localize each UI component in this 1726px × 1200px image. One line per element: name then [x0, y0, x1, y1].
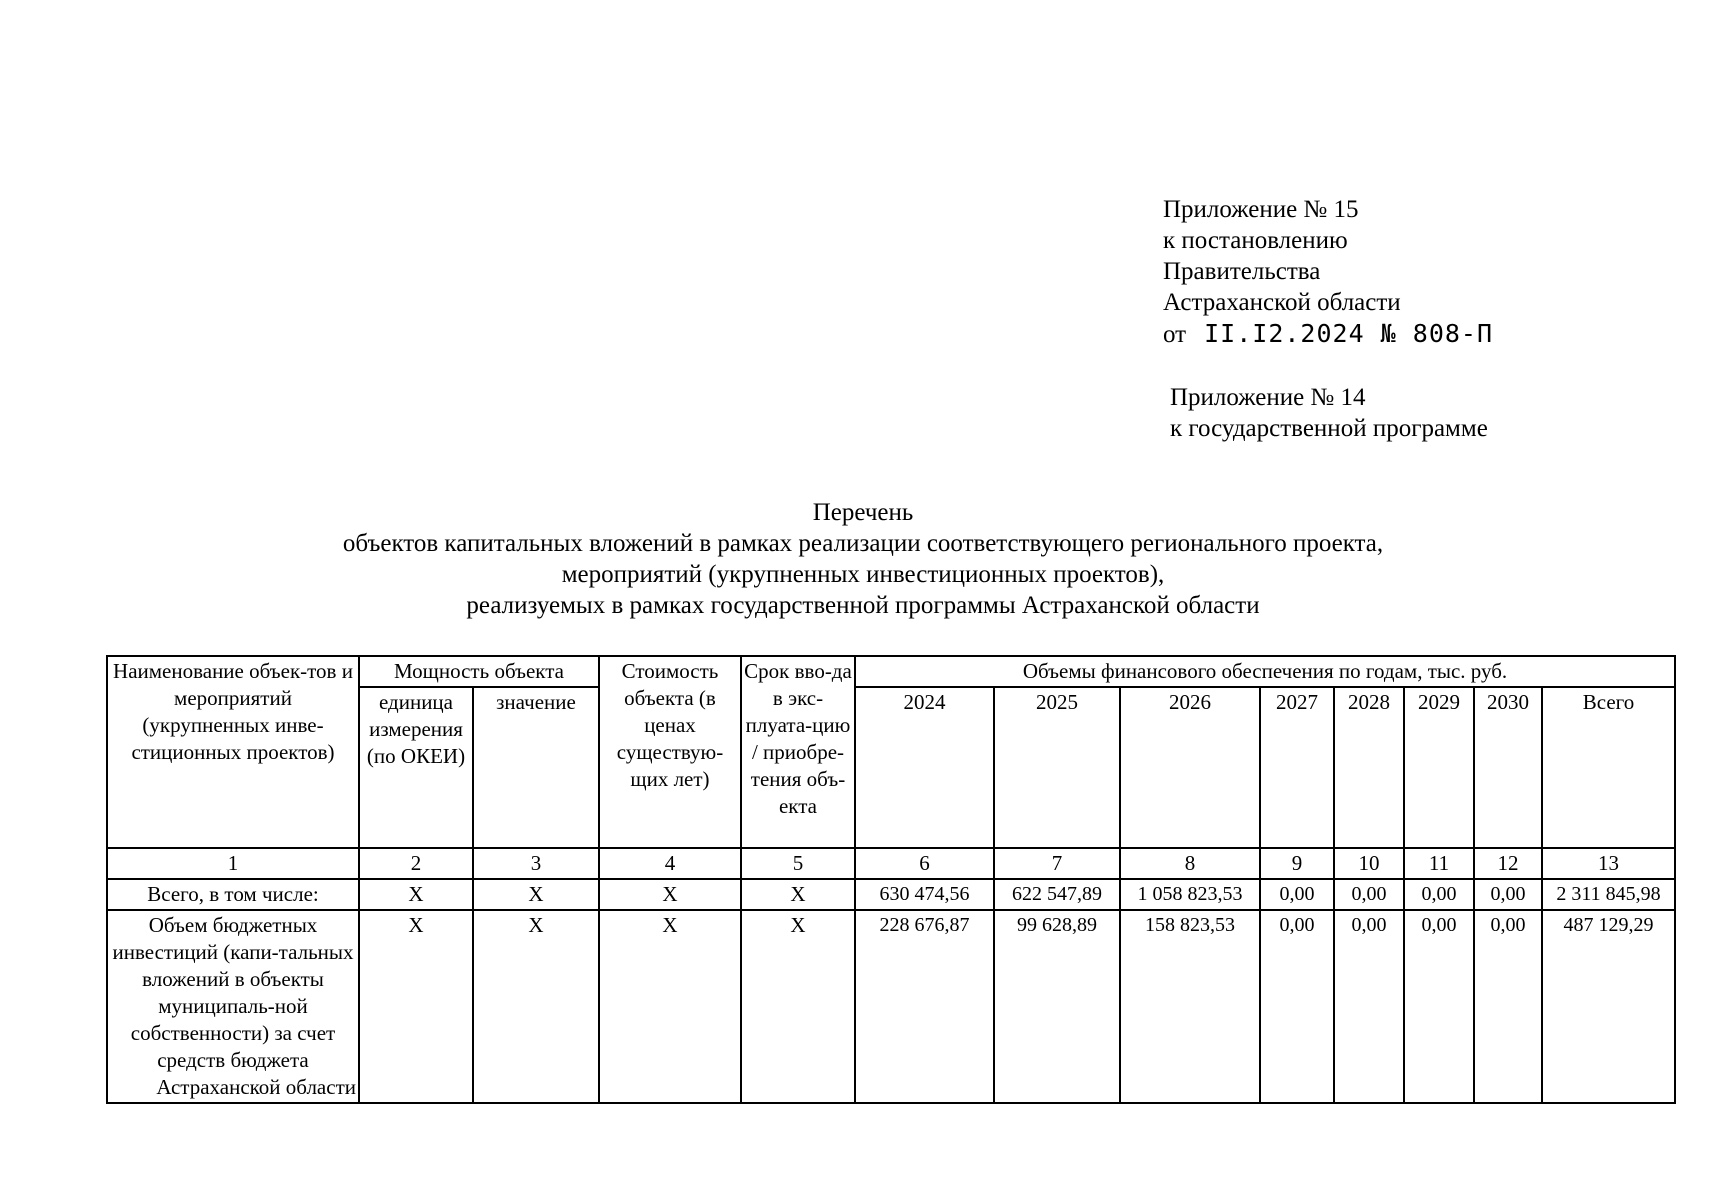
column-number: 5: [741, 848, 855, 879]
appendix-14-line-1: Приложение № 14: [1170, 384, 1366, 411]
row-total: 2 311 845,98: [1542, 879, 1675, 910]
row-amount-2026: 158 823,53: [1120, 910, 1260, 1103]
row-value: X: [473, 910, 599, 1103]
table-row: [107, 879, 1675, 910]
column-number: 6: [855, 848, 994, 879]
row-total: 487 129,29: [1542, 910, 1675, 1103]
row-unit: X: [359, 910, 473, 1103]
row-cost: X: [599, 879, 741, 910]
column-number: 7: [994, 848, 1120, 879]
column-number: 8: [1120, 848, 1260, 879]
row-amount-2027: 0,00: [1260, 910, 1334, 1103]
appendix-15-block: [1163, 194, 1493, 350]
row-unit: X: [359, 879, 473, 910]
capital-investment-table: [106, 655, 1676, 1104]
header-total: Всего: [1542, 687, 1675, 848]
row-amount-2028: 0,00: [1334, 910, 1404, 1103]
header-year-2030: 2030: [1474, 687, 1542, 848]
appendix-15-line-1: Приложение № 15: [1163, 196, 1359, 223]
title-line-1: Перечень: [812, 499, 914, 526]
row-amount-2029: 0,00: [1404, 879, 1474, 910]
column-number: 3: [473, 848, 599, 879]
header-cost: Стоимость объекта (в ценах существую-щих лет): [599, 656, 741, 848]
row-amount-2025: 99 628,89: [994, 910, 1120, 1103]
row-deadline: X: [741, 879, 855, 910]
column-number-row: [107, 848, 1675, 879]
row-deadline: X: [741, 910, 855, 1103]
header-deadline: Срок вво-да в экс-плуата-цию / приобре-тения объ-екта: [741, 656, 855, 848]
header-year-2025: 2025: [994, 687, 1120, 848]
row-cost: X: [599, 910, 741, 1103]
column-number: 9: [1260, 848, 1334, 879]
row-amount-2028: 0,00: [1334, 879, 1404, 910]
row-name: Всего, в том числе:: [107, 879, 359, 910]
row-amount-2025: 622 547,89: [994, 879, 1120, 910]
title-line-4: реализуемых в рамках государственной программы Астраханской области: [466, 592, 1260, 619]
row-amount-2024: 630 474,56: [855, 879, 994, 910]
header-year-2027: 2027: [1260, 687, 1334, 848]
row-name: Объем бюджетных инвестиций (капи-тальных вложений в объекты муниципаль-ной собственности) за счет средств бюджета Астраханской области: [107, 910, 359, 1103]
document-title: [0, 497, 1726, 621]
title-line-2: объектов капитальных вложений в рамках реализации соответствующего регионального проекта,: [342, 530, 1384, 557]
header-year-2026: 2026: [1120, 687, 1260, 848]
header-year-2028: 2028: [1334, 687, 1404, 848]
title-line-3: мероприятий (укрупненных инвестиционных проектов),: [561, 561, 1165, 588]
header-name: Наименование объек-тов и мероприятий (укрупненных инве-стиционных проектов): [107, 656, 359, 848]
header-value: значение: [473, 687, 599, 848]
column-number: 4: [599, 848, 741, 879]
appendix-15-line-3: Правительства: [1163, 258, 1321, 285]
decree-date-number: II.I2.2024 № 808-П: [1204, 319, 1494, 348]
row-amount-2027: 0,00: [1260, 879, 1334, 910]
column-number: 2: [359, 848, 473, 879]
row-amount-2024: 228 676,87: [855, 910, 994, 1103]
header-year-2029: 2029: [1404, 687, 1474, 848]
column-number: 11: [1404, 848, 1474, 879]
decree-date-line: [1163, 318, 1493, 350]
row-amount-2029: 0,00: [1404, 910, 1474, 1103]
row-value: X: [473, 879, 599, 910]
row-amount-2030: 0,00: [1474, 879, 1542, 910]
header-capacity: Мощность объекта: [359, 656, 599, 687]
header-year-2024: 2024: [855, 687, 994, 848]
column-number: 10: [1334, 848, 1404, 879]
header-funding: Объемы финансового обеспечения по годам, тыс. руб.: [855, 656, 1675, 687]
header-row-1: [107, 656, 1675, 687]
appendix-15-line-2: к постановлению: [1163, 227, 1348, 254]
table-row: [107, 910, 1675, 1103]
row-amount-2026: 1 058 823,53: [1120, 879, 1260, 910]
decree-date-prefix: от: [1163, 321, 1187, 348]
appendix-15-line-4: Астраханской области: [1163, 289, 1401, 316]
appendix-14-block: [1170, 382, 1488, 444]
column-number: 13: [1542, 848, 1675, 879]
column-number: 1: [107, 848, 359, 879]
row-amount-2030: 0,00: [1474, 910, 1542, 1103]
column-number: 12: [1474, 848, 1542, 879]
header-unit: единица измерения (по ОКЕИ): [359, 687, 473, 848]
appendix-14-line-2: к государственной программе: [1170, 415, 1488, 442]
